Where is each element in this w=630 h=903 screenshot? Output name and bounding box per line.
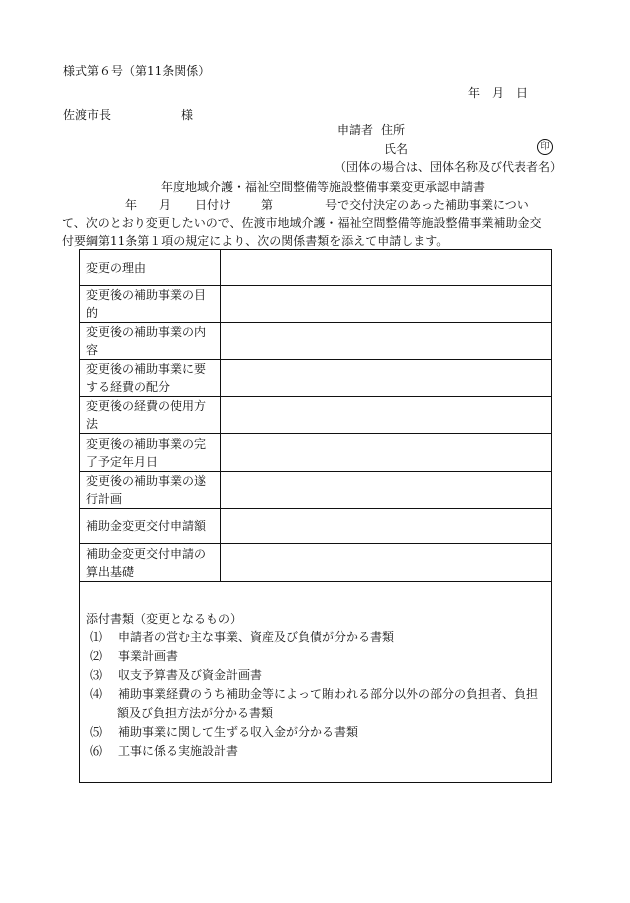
item-text: 工事に係る実施設計書: [118, 744, 239, 758]
table-row: [80, 360, 552, 397]
row-value-field[interactable]: [221, 250, 552, 286]
attachments-title: 添付書類（変更となるもの）: [86, 612, 243, 626]
row-label: 補助金変更交付申請額: [80, 509, 221, 544]
row-label: 変更後の経費の使用方法: [80, 397, 221, 434]
table-row: [80, 434, 552, 472]
row-label: 変更の理由: [80, 250, 221, 286]
list-item: [90, 647, 178, 665]
honorific: 様: [181, 108, 194, 122]
body-line-3: 付要綱第11条第１項の規定により、次の関係書類を添えて申請します。: [62, 234, 449, 248]
list-item: [90, 666, 262, 684]
attachments-cell: [80, 582, 552, 783]
body-month: 月: [159, 198, 172, 212]
seal-mark: 印: [537, 139, 553, 155]
table-row: [80, 472, 552, 509]
body-dai: 第: [261, 198, 274, 212]
row-label: 変更後の補助事業の内容: [80, 323, 221, 360]
row-label: 変更後の補助事業に要する経費の配分: [80, 360, 221, 397]
list-item: [90, 685, 538, 703]
table-row: [80, 509, 552, 544]
item-number: ⑸: [90, 725, 103, 739]
table-row: [80, 286, 552, 323]
mayor-title: 佐渡市長: [63, 108, 112, 122]
name-label: 氏名: [384, 142, 409, 156]
row-value-field[interactable]: [221, 434, 552, 472]
row-label: 変更後の補助事業の目的: [80, 286, 221, 323]
row-label: 変更後の補助事業の完了予定年月日: [80, 434, 221, 472]
list-item: [90, 742, 238, 760]
item-text: 収支予算書及び資金計画書: [118, 668, 263, 682]
row-value-field[interactable]: [221, 472, 552, 509]
date-line: 年 月 日: [468, 86, 529, 100]
item-number: ⑷: [90, 687, 103, 701]
list-item: [90, 628, 394, 646]
row-label: 変更後の補助事業の遂行計画: [80, 472, 221, 509]
body-line-1: [125, 196, 529, 214]
body-year: 年: [125, 198, 138, 212]
item-number: ⑶: [90, 668, 103, 682]
address-label: 住所: [381, 123, 406, 137]
applicant-label: 申請者: [337, 123, 374, 137]
row-value-field[interactable]: [221, 360, 552, 397]
item-number: ⑹: [90, 744, 103, 758]
table-row: [80, 397, 552, 434]
item-text: 補助事業に関して生ずる収入金が分かる書類: [118, 725, 359, 739]
item-text: 申請者の営む主な事業、資産及び負債が分かる書類: [118, 630, 395, 644]
attachments-row: [80, 582, 552, 783]
table-row: [80, 323, 552, 360]
table-row: [80, 250, 552, 286]
form-number: 様式第６号（第11条関係）: [63, 64, 211, 78]
row-value-field[interactable]: [221, 544, 552, 582]
item-text: 事業計画書: [118, 649, 179, 663]
body-dated: 日付け: [195, 198, 232, 212]
item-number: ⑵: [90, 649, 103, 663]
application-table: [79, 249, 552, 783]
item-number: ⑴: [90, 630, 103, 644]
item-text: 補助事業経費のうち補助金等によって賄われる部分以外の部分の負担者、負担: [118, 687, 539, 701]
row-value-field[interactable]: [221, 397, 552, 434]
body-line1-tail: 号で交付決定のあった補助事業につい: [325, 198, 529, 212]
list-item-continued: 額及び負担方法が分かる書類: [117, 706, 274, 720]
group-note: （団体の場合は、団体名称及び代表者名）: [334, 160, 563, 174]
body-line-2: て、次のとおり変更したいので、佐渡市地域介護・福祉空間整備等施設整備事業補助金交: [62, 216, 542, 230]
row-label: 補助金変更交付申請の算出基礎: [80, 544, 221, 582]
attachments-list: [80, 582, 551, 782]
applicant-address-line: [337, 121, 405, 139]
addressee: [63, 106, 193, 124]
document-title: 年度地域介護・福祉空間整備等施設整備事業変更承認申請書: [161, 180, 486, 194]
row-value-field[interactable]: [221, 286, 552, 323]
list-item: [90, 723, 358, 741]
row-value-field[interactable]: [221, 323, 552, 360]
table-row: [80, 544, 552, 582]
row-value-field[interactable]: [221, 509, 552, 544]
